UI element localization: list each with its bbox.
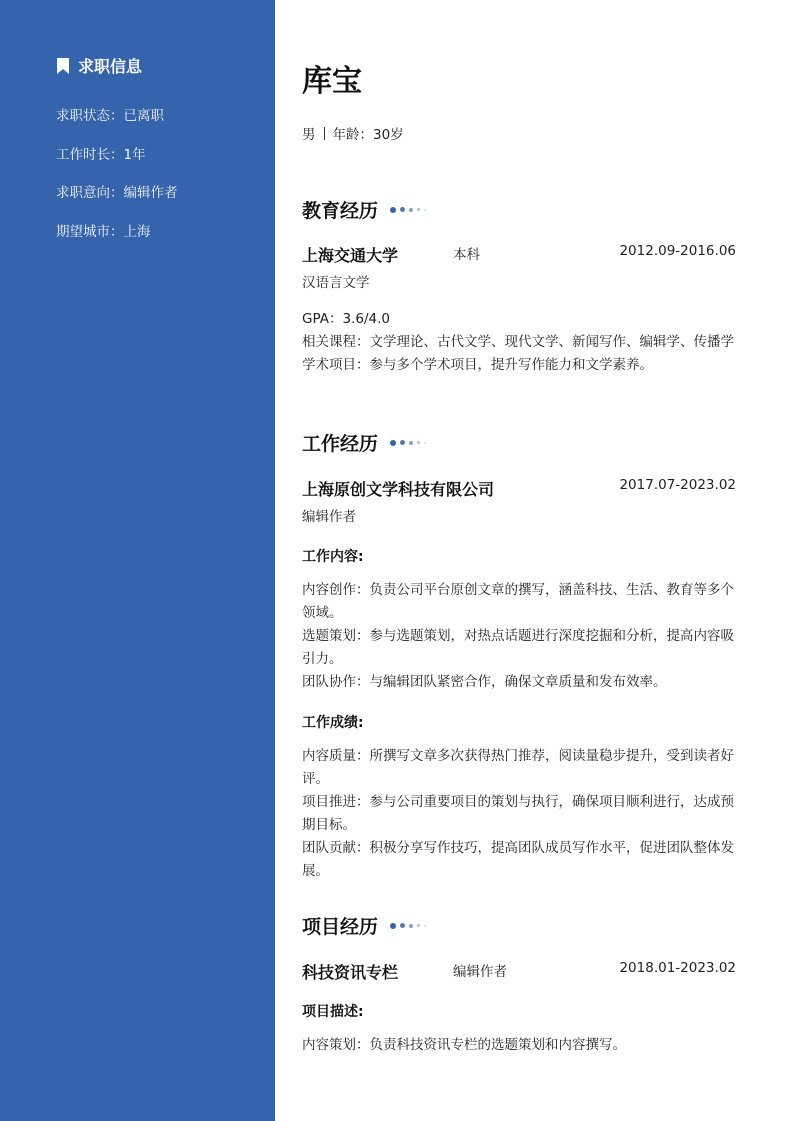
- sidebar: [0, 0, 275, 1121]
- academic-projects: 学术项目：参与多个学术项目，提升写作能力和文学素养。: [302, 357, 653, 373]
- candidate-meta: [302, 123, 404, 143]
- work-heading: 工作经历: [302, 433, 379, 455]
- job-status: 求职状态：已离职: [56, 108, 164, 124]
- dots-decoration: [390, 440, 426, 446]
- dots-decoration: [390, 923, 426, 929]
- work-results-heading: 工作成绩:: [302, 715, 364, 731]
- work-section-header: [302, 429, 426, 456]
- education-details: [302, 308, 736, 377]
- courses: 相关课程：文学理论、古代文学、现代文学、新闻写作、编辑学、传播学: [302, 334, 734, 350]
- work-duration: 工作时长：1年: [56, 146, 146, 163]
- gpa: GPA：3.6/4.0: [302, 311, 390, 327]
- education-heading: 教育经历: [302, 200, 379, 222]
- job-intention: 求职意向：编辑作者: [56, 185, 178, 201]
- project-desc-item: 内容策划：负责科技资讯专栏的选题策划和内容撰写。: [302, 1037, 626, 1053]
- major: 汉语言文学: [302, 275, 370, 291]
- work-results-list: [302, 745, 736, 883]
- expected-city: 期望城市：上海: [56, 223, 151, 240]
- work-result-item: 内容质量：所撰写文章多次获得热门推荐，阅读量稳步提升，受到读者好评。: [302, 748, 734, 787]
- work-content-list: [302, 579, 736, 694]
- work-content-heading: 工作内容:: [302, 549, 364, 565]
- candidate-name: 库宝: [302, 64, 362, 99]
- education-dates: 2012.09-2016.06: [619, 243, 736, 259]
- project-desc: [302, 1034, 736, 1057]
- work-content-item: 选题策划：参与选题策划，对热点话题进行深度挖掘和分析，提高内容吸引力。: [302, 628, 734, 667]
- work-dates: 2017.07-2023.02: [619, 477, 736, 493]
- education-section-header: [302, 196, 426, 223]
- job-info-list: [56, 107, 178, 261]
- sidebar-title: 求职信息: [78, 57, 143, 76]
- bookmark-icon: [56, 58, 70, 74]
- work-result-item: 项目推进：参与公司重要项目的策划与执行，确保项目顺利进行，达成预期目标。: [302, 794, 734, 833]
- dots-decoration: [390, 207, 426, 213]
- work-role: 编辑作者: [302, 509, 356, 525]
- company-name: 上海原创文学科技有限公司: [302, 480, 495, 499]
- project-desc-heading: 项目描述:: [302, 1004, 364, 1020]
- age: 年龄：30岁: [332, 127, 404, 143]
- degree: 本科: [453, 247, 480, 263]
- project-role: 编辑作者: [453, 964, 507, 980]
- work-content-item: 团队协作：与编辑团队紧密合作，确保文章质量和发布效率。: [302, 674, 667, 690]
- work-content-item: 内容创作：负责公司平台原创文章的撰写，涵盖科技、生活、教育等多个领域。: [302, 582, 734, 621]
- work-result-item: 团队贡献：积极分享写作技巧，提高团队成员写作水平，促进团队整体发展。: [302, 840, 734, 879]
- project-name: 科技资讯专栏: [302, 963, 399, 982]
- school-name: 上海交通大学: [302, 246, 399, 265]
- sidebar-heading: [56, 54, 142, 77]
- project-section-header: [302, 912, 426, 939]
- project-dates: 2018.01-2023.02: [619, 960, 736, 976]
- meta-divider: [324, 127, 325, 140]
- project-heading: 项目经历: [302, 916, 379, 938]
- gender: 男: [302, 127, 316, 143]
